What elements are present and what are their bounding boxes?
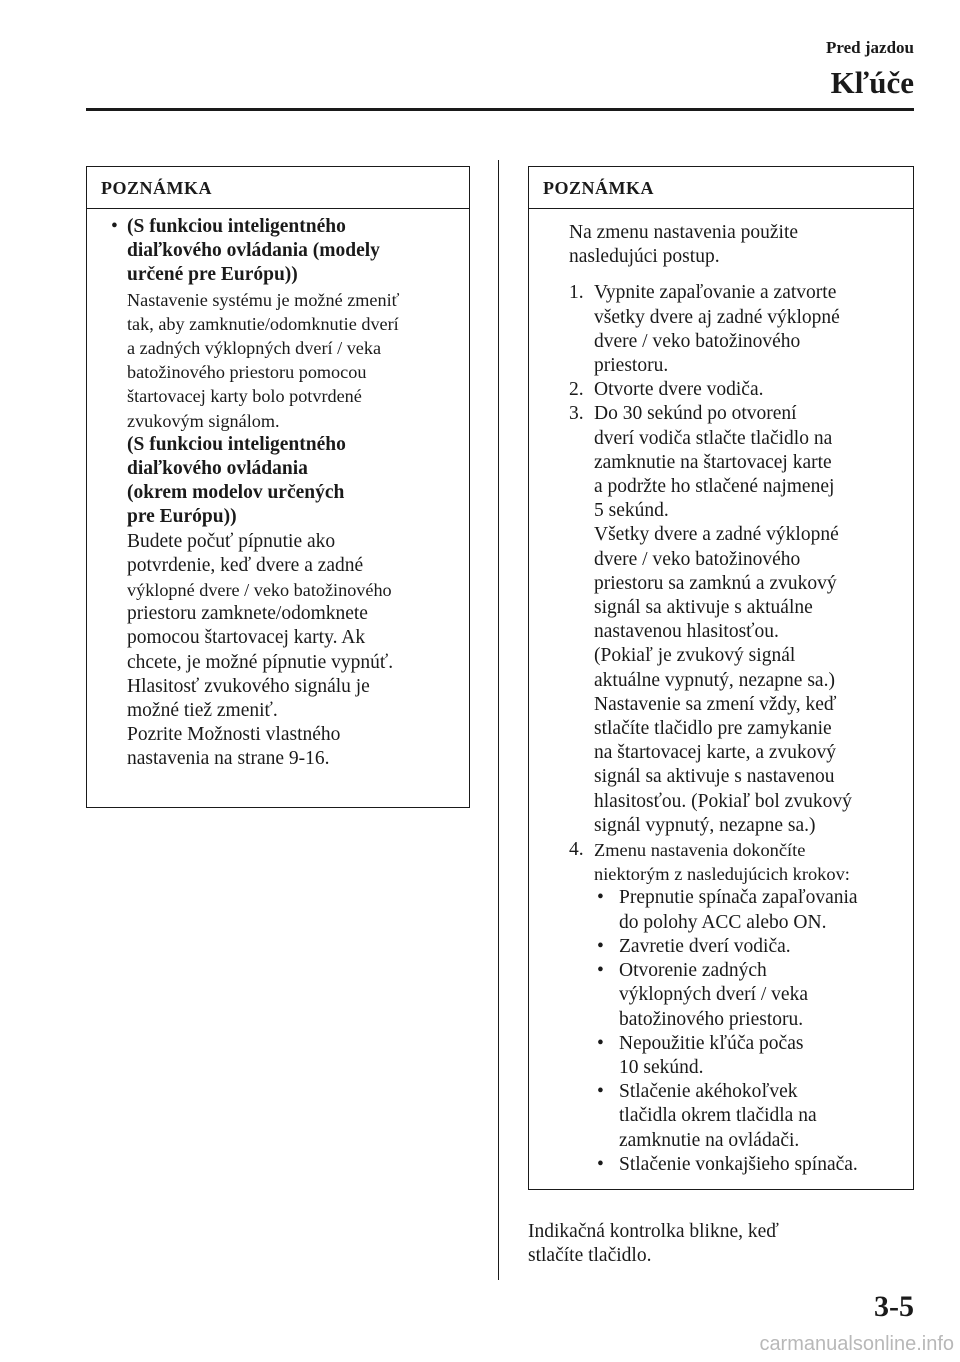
sub-bullet-line: Nepoužitie kľúča počas xyxy=(619,1032,804,1054)
sub-bullet-line: Otvorenie zadných xyxy=(619,960,767,982)
bullet-icon: • xyxy=(597,1081,604,1103)
note-title: POZNÁMKA xyxy=(529,167,913,209)
step-line: dvere / veko batožinového xyxy=(594,548,801,570)
step-line: dvere / veko batožinového xyxy=(594,330,801,352)
chapter-title: Kľúče xyxy=(830,65,914,100)
note-line: Hlasitosť zvukového signálu je xyxy=(127,675,370,697)
note-line: možné tiež zmeniť. xyxy=(127,700,278,722)
sub-bullet-line: Zavretie dverí vodiča. xyxy=(619,935,791,957)
sub-bullet-item xyxy=(594,959,907,1032)
note-line: diaľkového ovládania xyxy=(127,458,308,480)
note-line: Pozrite Možnosti vlastného xyxy=(127,724,341,746)
note-line: priestoru zamknete/odomknete xyxy=(127,603,368,625)
note-bullet xyxy=(101,215,459,772)
sub-bullet-line: Prepnutie spínača zapaľovania xyxy=(619,887,858,909)
sub-bullet-item xyxy=(594,1080,907,1153)
sub-bullet-item xyxy=(594,1032,907,1080)
section-title: Pred jazdou xyxy=(826,38,914,57)
step-line: signál sa aktivuje s aktuálne xyxy=(594,597,813,619)
step-line: Vypnite zapaľovanie a zatvorte xyxy=(594,282,837,304)
step-line: všetky dvere aj zadné výklopné xyxy=(594,306,840,328)
bullet-icon: • xyxy=(111,216,118,237)
step-line: stlačíte tlačidlo pre zamykanie xyxy=(594,718,832,740)
note-line: výklopné dvere / veko batožinového xyxy=(127,580,392,601)
step-line: a podržte ho stlačené najmenej xyxy=(594,476,835,498)
step-line: Zmenu nastavenia dokončíte xyxy=(594,840,806,861)
note-line: zvukovým signálom. xyxy=(127,410,280,431)
step-item xyxy=(569,402,907,838)
note-body xyxy=(101,215,459,772)
note-line: a zadných výklopných dverí / veka xyxy=(127,338,382,359)
step-number: 4. xyxy=(569,839,584,861)
step-line: niektorým z nasledujúcich krokov: xyxy=(594,864,850,885)
step-number: 3. xyxy=(569,403,584,425)
note-lines xyxy=(127,215,459,772)
sub-bullet-line: 10 sekúnd. xyxy=(619,1056,704,1078)
sub-bullet-line: zamknutie na ovládači. xyxy=(619,1129,800,1151)
note-line: pre Európu)) xyxy=(127,506,237,528)
step-item xyxy=(569,378,907,402)
bullet-icon: • xyxy=(597,935,604,957)
sub-bullet-line: batožinového priestoru. xyxy=(619,1008,804,1030)
step-line: zamknutie na štartovacej karte xyxy=(594,451,832,473)
running-header xyxy=(826,38,914,102)
sub-bullet-line: do polohy ACC alebo ON. xyxy=(619,911,827,933)
step-line: na štartovacej karte, a zvukový xyxy=(594,742,837,764)
step-line: priestoru sa zamknú a zvukový xyxy=(594,572,837,594)
note-line: Budete počuť pípnutie ako xyxy=(127,530,336,552)
step-line: Do 30 sekúnd po otvorení xyxy=(594,403,797,425)
intro-line: nasledujúci postup. xyxy=(569,246,720,268)
sub-bullet-item xyxy=(594,935,907,959)
indicator-paragraph xyxy=(528,1220,908,1268)
step-line: signál vypnutý, nezapne sa.) xyxy=(594,814,816,836)
step-line: hlasitosťou. (Pokiaľ bol zvukový xyxy=(594,790,852,812)
note-line: chcete, je možné pípnutie vypnúť. xyxy=(127,651,394,673)
step-number: 1. xyxy=(569,282,584,304)
step-item xyxy=(569,838,907,1177)
note-line: batožinového priestoru pomocou xyxy=(127,362,367,383)
note-line: potvrdenie, keď dvere a zadné xyxy=(127,554,364,576)
watermark: carmanualsonline.info xyxy=(759,1333,954,1355)
sub-bullet-line: tlačidla okrem tlačidla na xyxy=(619,1105,817,1127)
sub-bullet-item xyxy=(594,1153,907,1177)
note-line: pomocou štartovacej karty. Ak xyxy=(127,627,366,649)
step-number: 2. xyxy=(569,379,584,401)
note-line: tak, aby zamknutie/odomknutie dverí xyxy=(127,313,399,334)
bullet-icon: • xyxy=(597,887,604,909)
sub-bullet-line: výklopných dverí / veka xyxy=(619,984,808,1006)
note-line: štartovacej karty bolo potvrdené xyxy=(127,386,362,407)
note-body xyxy=(569,221,907,1177)
intro-line: Na zmenu nastavenia použite xyxy=(569,222,799,243)
step-line: nastavenou hlasitosťou. xyxy=(594,621,779,643)
step-item xyxy=(569,281,907,378)
sub-bullet-item xyxy=(594,886,907,934)
bullet-icon: • xyxy=(597,1153,604,1175)
note-title: POZNÁMKA xyxy=(87,167,469,209)
step-line: Všetky dvere a zadné výklopné xyxy=(594,524,839,546)
paragraph-line: stlačíte tlačidlo. xyxy=(528,1245,652,1267)
header-rule xyxy=(86,108,914,111)
note-line: nastavenia na strane 9-16. xyxy=(127,748,330,770)
bullet-icon: • xyxy=(597,1032,604,1054)
spacer xyxy=(569,269,907,281)
step-line: Otvorte dvere vodiča. xyxy=(594,379,764,401)
note-line: (okrem modelov určených xyxy=(127,482,345,504)
note-line: určené pre Európu)) xyxy=(127,264,298,286)
paragraph-line: Indikačná kontrolka blikne, keď xyxy=(528,1221,779,1242)
bullet-icon: • xyxy=(597,960,604,982)
step-line: aktuálne vypnutý, nezapne sa.) xyxy=(594,669,835,691)
page-number: 3-5 xyxy=(874,1290,914,1323)
step-line: Nastavenie sa zmení vždy, keď xyxy=(594,693,837,715)
step-line: dverí vodiča stlačte tlačidlo na xyxy=(594,427,833,449)
note-box-left xyxy=(86,166,470,808)
step-line: signál sa aktivuje s nastavenou xyxy=(594,766,835,788)
note-line: diaľkového ovládania (modely xyxy=(127,240,380,262)
step-line: priestoru. xyxy=(594,355,669,377)
note-line: Nastavenie systému je možné zmeniť xyxy=(127,289,400,310)
sub-bullet-line: Stlačenie akéhokoľvek xyxy=(619,1081,798,1103)
note-line: (S funkciou inteligentného xyxy=(127,433,346,455)
column-divider xyxy=(498,160,499,1280)
note-line: (S funkciou inteligentného xyxy=(127,216,346,237)
step-line: (Pokiaľ je zvukový signál xyxy=(594,645,796,667)
step-line: 5 sekúnd. xyxy=(594,500,669,522)
note-box-right xyxy=(528,166,914,1190)
sub-bullet-line: Stlačenie vonkajšieho spínača. xyxy=(619,1153,858,1175)
